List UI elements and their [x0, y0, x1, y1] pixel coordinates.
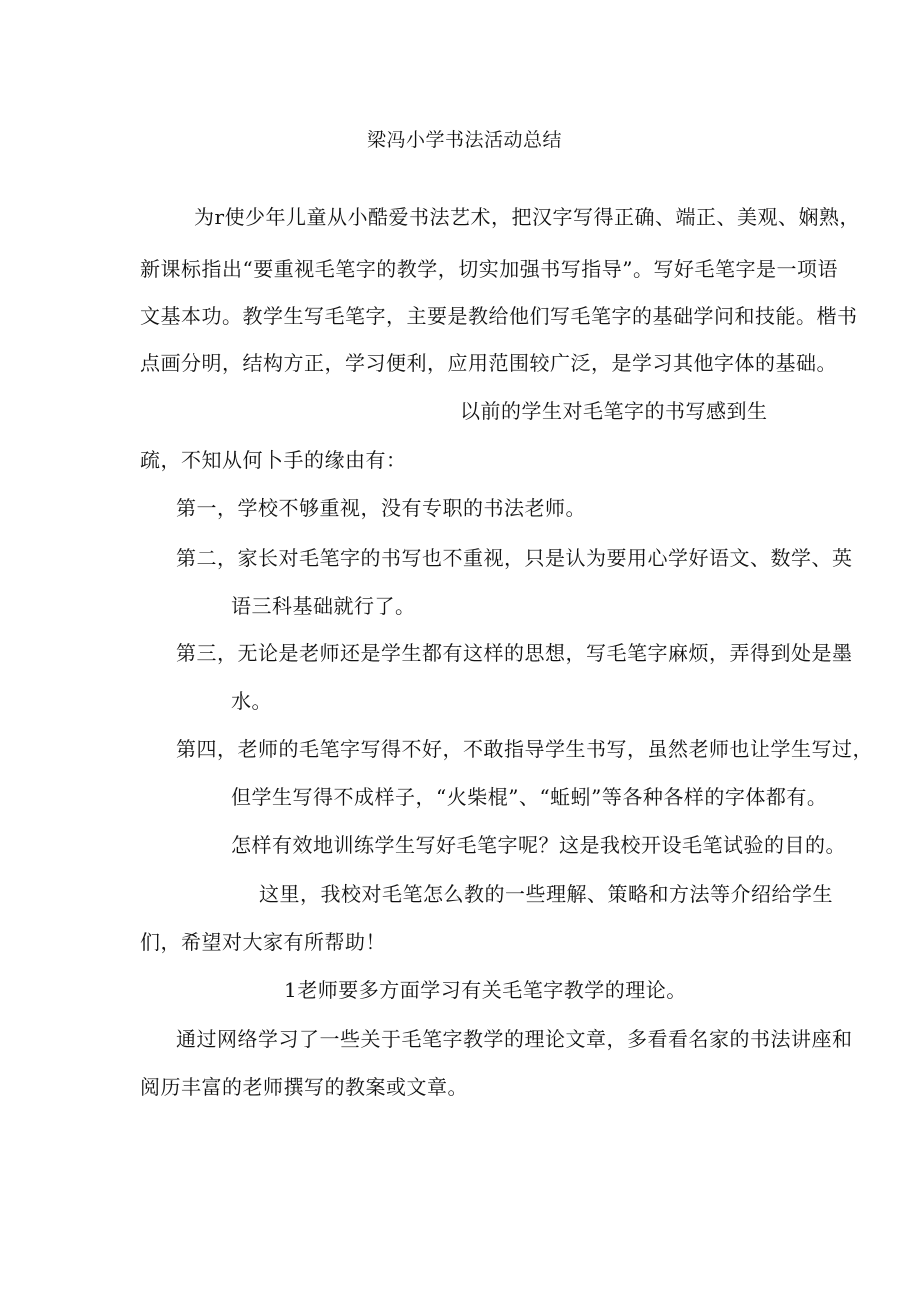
closing-line-2: 们，希望对大家有所帮助！ — [140, 930, 386, 954]
reason-second-line-1: 第二，家长对毛笔字的书写也不重视，只是认为要用心学好语文、数学、英 — [176, 546, 853, 570]
intro-line-2: 新课标指出“要重视毛笔字的教学，切实加强书写指导”。写好毛笔字是一项语 — [140, 257, 838, 281]
closing-line-1: 这里，我校对毛笔怎么教的一些理解、策略和方法等介绍给学生 — [259, 882, 833, 906]
training-question: 怎样有效地训练学生写好毛笔字呢？这是我校开设毛笔试验的目的。 — [231, 833, 846, 857]
reason-fourth-line-2: 但学生写得不成样子，“火柴棍”、“蚯蚓”等各种各样的字体都有。 — [231, 785, 828, 809]
section-1-line-2: 阅历丰富的老师撰写的教案或文章。 — [140, 1075, 468, 1099]
reasons-intro-line-2: 疏，不知从何卜手的缘由有： — [140, 448, 407, 472]
section-1-heading: 1老师要多方面学习有关毛笔字教学的理论。 — [284, 978, 687, 1002]
reason-third-line-1: 第三，无论是老师还是学生都有这样的思想，写毛笔字麻烦，弄得到处是墨 — [176, 641, 853, 665]
reason-fourth-line-1: 第四，老师的毛笔字写得不好，不敢指导学生书写，虽然老师也让学生写过， — [176, 737, 873, 761]
intro-line-3: 文基本功。教学生写毛笔字，主要是教给他们写毛笔字的基础学问和技能。楷书 — [140, 304, 858, 328]
intro-line-1: 为r使少年儿童从小酷爱书法艺术，把汉字写得正确、端正、美观、娴熟， — [194, 205, 861, 229]
reason-first: 第一，学校不够重视，没有专职的书法老师。 — [176, 496, 586, 520]
reason-second-line-2: 语三科基础就行了。 — [231, 594, 416, 618]
section-1-line-1: 通过网络学习了一些关于毛笔字教学的理论文章，多看看名家的书法讲座和 — [176, 1027, 853, 1051]
reasons-intro-line-1: 以前的学生对毛笔字的书写感到生 — [460, 399, 768, 423]
intro-line-4: 点画分明，结构方正，学习便利，应用范围较广泛，是学习其他字体的基础。 — [140, 351, 837, 375]
document-title: 梁冯小学书法活动总结 — [367, 129, 563, 151]
reason-third-line-2: 水。 — [231, 689, 272, 713]
